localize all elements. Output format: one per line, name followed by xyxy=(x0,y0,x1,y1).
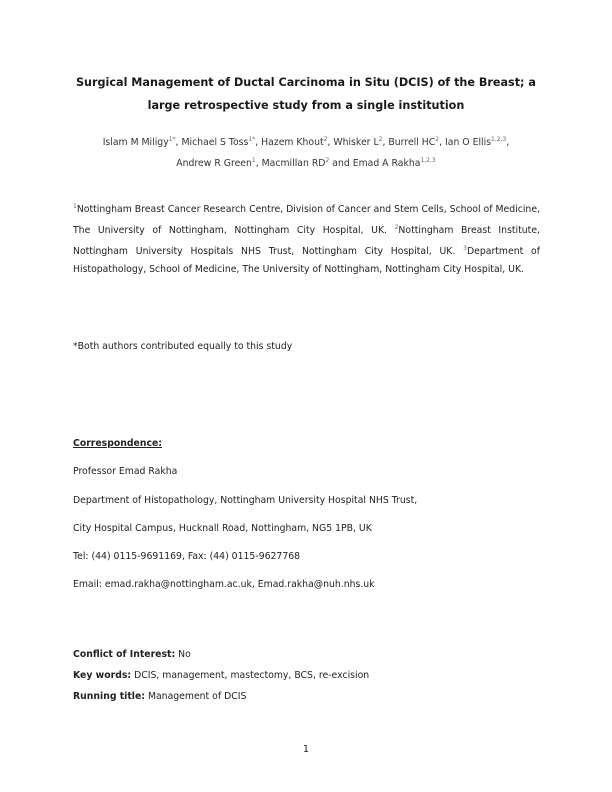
correspondence-phone: Tel: (44) 0115-9691169, Fax: (44) 0115-9627768 xyxy=(73,551,301,562)
author-separator: , xyxy=(382,137,389,148)
author-separator: , xyxy=(439,137,446,148)
author-separator: and xyxy=(329,158,353,169)
affiliation-text: Nottingham Breast Institute, Nottingham University Hospitals NHS Trust, Nottingham City Hospital, UK. xyxy=(73,225,540,257)
correspondence-address: City Hospital Campus, Hucknall Road, Nottingham, NG5 1PB, UK xyxy=(73,523,372,534)
affiliation-text: Department of Histopathology, School of Medicine, The University of Nottingham, Nottingham City Hospital, UK. xyxy=(73,246,540,275)
author-affiliation-marker: 2 xyxy=(325,157,330,164)
author-name: Michael S Toss xyxy=(181,137,249,148)
affiliation-marker: 1 xyxy=(73,203,77,210)
affiliation-text: Nottingham Breast Cancer Research Centre, Division of Cancer and Stem Cells, School of Medicine, The University of Nottingham, Nottingham City Hospital, UK. xyxy=(73,204,540,236)
correspondence-name: Professor Emad Rakha xyxy=(73,466,178,477)
author-separator: , xyxy=(255,158,262,169)
correspondence-heading: Correspondence: xyxy=(73,438,162,449)
author-separator: , xyxy=(255,137,262,148)
page-number: 1 xyxy=(303,744,309,755)
running-title xyxy=(73,691,246,702)
author-affiliation-marker: 1* xyxy=(248,136,256,143)
equal-contribution-note: *Both authors contributed equally to this study xyxy=(73,341,293,352)
author-name: Whisker L xyxy=(333,137,379,148)
author-affiliation-marker: 2 xyxy=(378,136,383,143)
keywords xyxy=(73,670,369,681)
author-separator: , xyxy=(506,137,510,148)
author-separator: , xyxy=(175,137,182,148)
author-name: Hazem Khout xyxy=(261,137,324,148)
conflict-label: Conflict of Interest: xyxy=(73,649,176,660)
author-name: Islam M Miligy xyxy=(102,137,169,148)
affiliation-marker: 2 xyxy=(394,224,399,231)
running-title-value: Management of DCIS xyxy=(145,691,247,702)
paper-title-line-1: Surgical Management of Ductal Carcinoma in Situ (DCIS) of the Breast; a xyxy=(76,76,536,89)
author-name: Macmillan RD xyxy=(261,158,326,169)
paper-title-line-2: large retrospective study from a single institution xyxy=(147,99,465,112)
correspondence-department: Department of Histopathology, Nottingham University Hospital NHS Trust, xyxy=(73,495,418,506)
author-list xyxy=(60,131,552,173)
correspondence-email: Email: emad.rakha@nottingham.ac.uk, Emad.rakha@nuh.nhs.uk xyxy=(73,579,375,590)
keywords-value: DCIS, management, mastectomy, BCS, re-excision xyxy=(131,670,370,681)
author-separator: , xyxy=(327,137,334,148)
keywords-label: Key words: xyxy=(73,670,132,681)
author-affiliation-marker: 2 xyxy=(435,136,440,143)
affiliations xyxy=(73,198,540,279)
author-affiliation-marker: 1,2,3 xyxy=(420,157,436,164)
affiliation-marker: 3 xyxy=(463,245,467,252)
running-title-label: Running title: xyxy=(73,691,145,702)
author-name: Emad A Rakha xyxy=(352,158,421,169)
author-affiliation-marker: 1 xyxy=(251,157,256,164)
author-name: Burrell HC xyxy=(388,137,436,148)
author-affiliation-marker: 1,2,3 xyxy=(491,136,507,143)
conflict-of-interest xyxy=(73,649,191,660)
author-name: Andrew R Green xyxy=(176,158,252,169)
author-affiliation-marker: 1* xyxy=(168,136,176,143)
author-affiliation-marker: 2 xyxy=(323,136,328,143)
author-name: Ian O Ellis xyxy=(445,137,492,148)
conflict-value: No xyxy=(175,649,191,660)
